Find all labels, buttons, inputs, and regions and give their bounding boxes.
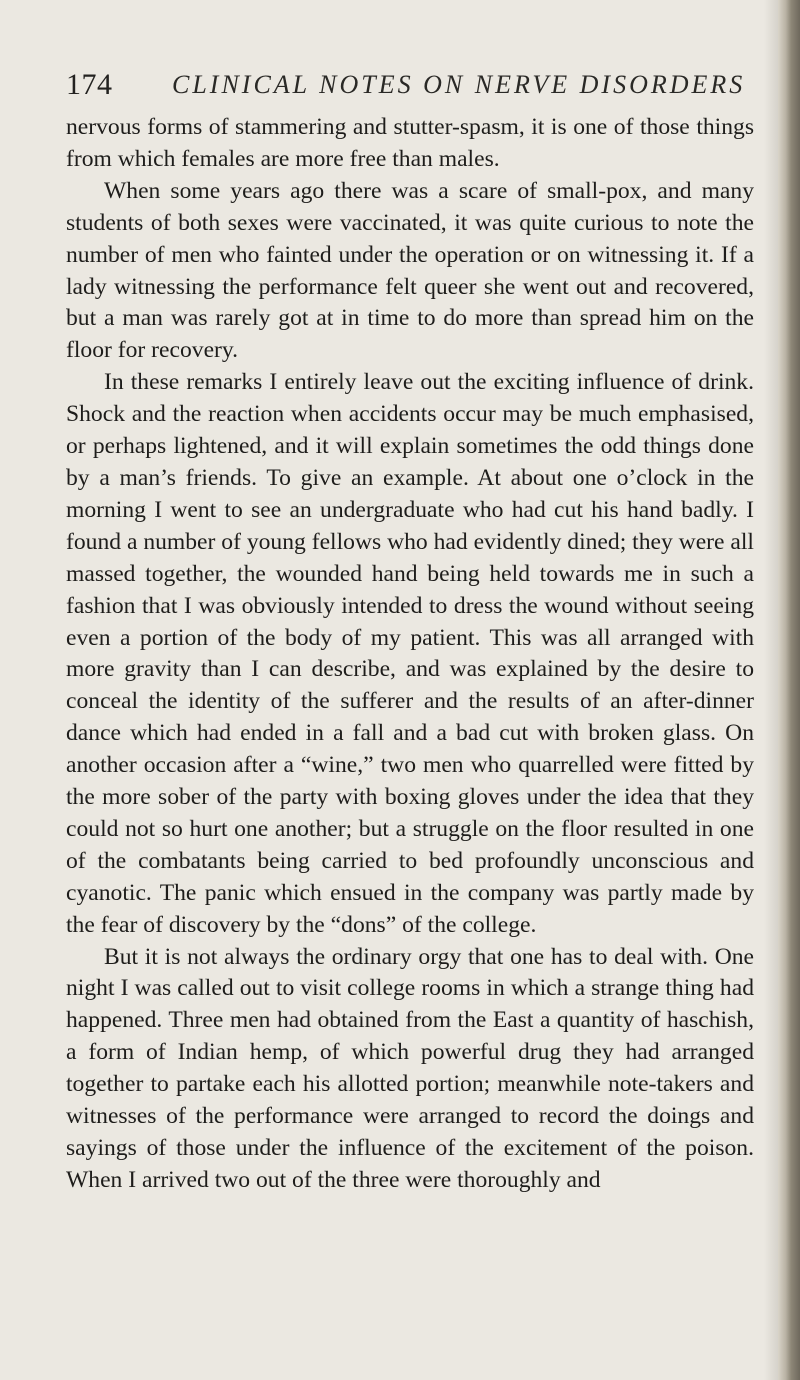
- paragraph: In these remarks I entirely leave out the exciting influence of drink. Shock and the reaction when accidents occur may be much emphasised, or perhaps lightened, and it will explain sometimes the odd things done by a man’s friends. To give an example. At about one o’clock in the morning I went to see an undergraduate who had cut his hand badly. I found a number of young fellows who had evidently dined; they were all massed together, the wounded hand being held towards me in such a fashion that I was obviously intended to dress the wound without seeing even a portion of the body of my patient. This was all arranged with more gravity than I can describe, and was explained by the desire to conceal the identity of the sufferer and the results of an after-dinner dance which had ended in a fall and a bad cut with broken glass. On another occasion after a “wine,” two men who quarrelled were fitted by the more sober of the party with boxing gloves under the idea that they could not so hurt one another; but a struggle on the floor resulted in one of the combatants being carried to bed profoundly unconscious and cyanotic. The panic which ensued in the company was partly made by the fear of discovery by the “dons” of the college.: [66, 369, 754, 938]
- book-spine-edge: [778, 0, 800, 1380]
- paragraph-continued: nervous forms of stammering and stutter-spasm, it is one of those things from which females are more free than males.: [66, 114, 754, 172]
- body-text: [66, 112, 754, 1197]
- running-title: CLINICAL NOTES ON NERVE DISORDERS: [172, 70, 746, 99]
- page-number: 174: [66, 68, 113, 101]
- running-header: [66, 68, 746, 108]
- paragraph: When some years ago there was a scare of small-pox, and many students of both sexes were vaccinated, it was quite curious to note the number of men who fainted under the operation or on witnessing it. If a lady witnessing the performance felt queer she went out and recovered, but a man was rarely got at in time to do more than spread him on the floor for recovery.: [66, 177, 754, 364]
- page-gutter-shadow: [764, 0, 778, 1380]
- paragraph: But it is not always the ordinary orgy that one has to deal with. One night I was called out to visit college rooms in which a strange thing had happened. Three men had obtained from the East a quantity of haschish, a form of Indian hemp, of which powerful drug they had arranged together to partake each his allotted portion; meanwhile note-takers and witnesses of the performance were arranged to record the doings and sayings of those under the influence of the excitement of the poison. When I arrived two out of the three were thoroughly and: [66, 943, 754, 1193]
